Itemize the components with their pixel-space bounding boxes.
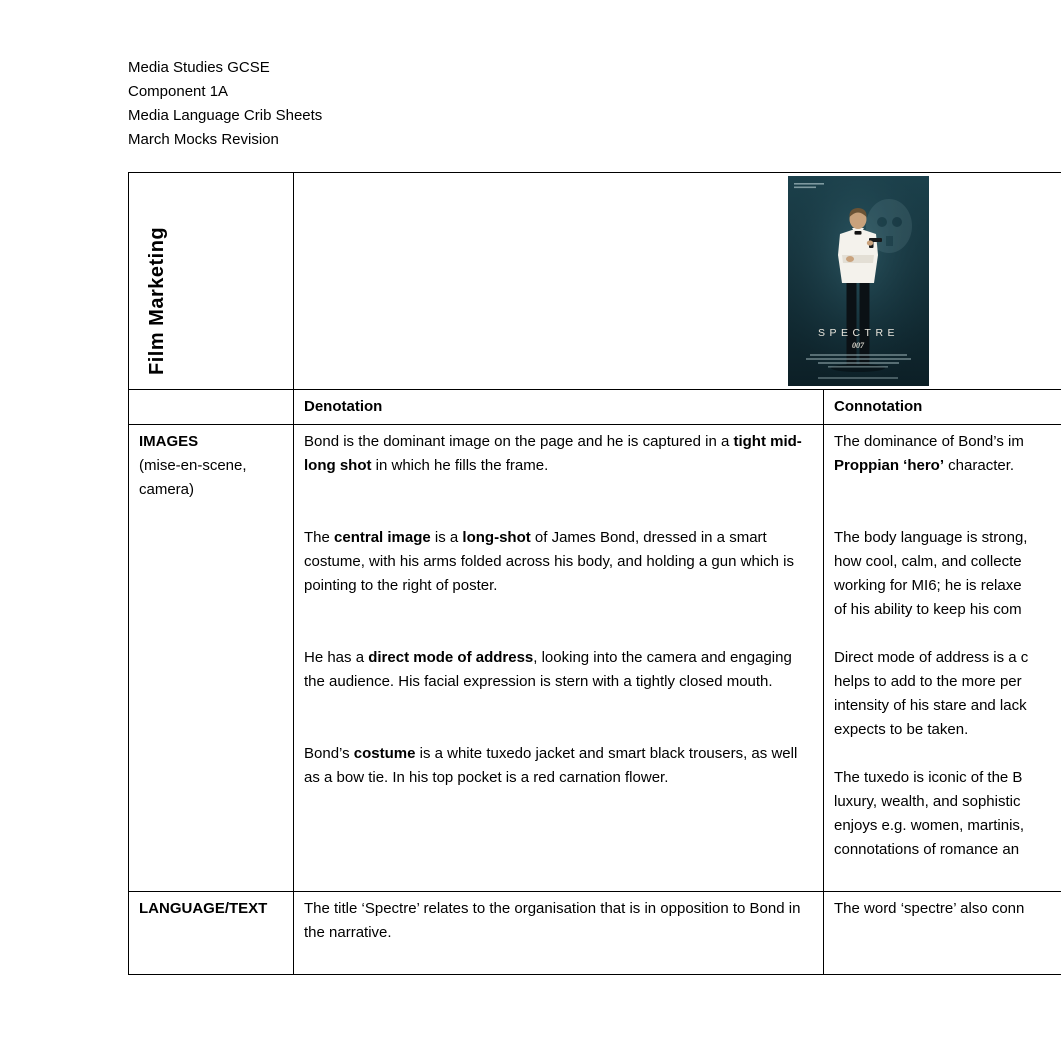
poster-bottom-line [818, 377, 898, 379]
column-header-denotation: Denotation [294, 390, 824, 425]
poster-title: SPECTRE [817, 327, 900, 339]
crib-sheet-table [128, 172, 1061, 975]
poster-cell [294, 173, 1061, 390]
row-label-images: IMAGES (mise-en-scene, camera) [129, 425, 294, 892]
document-header [128, 56, 322, 152]
row-label-language-text: LANGUAGE/TEXT [129, 892, 294, 975]
header-line: Media Language Crib Sheets [128, 107, 323, 124]
film-marketing-label: Film Marketing [146, 226, 168, 375]
images-connotation-cell: The dominance of Bond’s im Proppian ‘hero’ character. The body language is strong, how cool, calm, and collecte working for MI6; he is relaxe of his ability to keep his com Direct mode of address is a c helps to add to the more per intensity of his stare and lack expects to be taken. The tuxedo is iconic of the B luxury, wealth, and sophistic enjoys e.g. women, martinis, connotations of romance an [824, 425, 1061, 892]
column-header-connotation: Connotation [824, 390, 1061, 425]
figure-shadow [831, 364, 885, 372]
language-denotation-cell: The title ‘Spectre’ relates to the organisation that is in opposition to Bond in the narrative. [294, 892, 824, 975]
spectre-movie-poster [788, 176, 929, 386]
images-denotation-cell: Bond is the dominant image on the page and he is captured in a tight mid-long shot in which he fills the frame. The central image is a long-shot of James Bond, dressed in a smart costume, with his arms folded across his body, and holding a gun which is pointing to the right of poster. He has a direct mode of address, looking into the camera and engaging the audience. His facial expression is stern with a tightly closed mouth. Bond’s costume is a white tuxedo jacket and smart black trousers, as well as a bow tie. In his top pocket is a red carnation flower. [294, 425, 824, 892]
empty-header-cell [129, 390, 294, 425]
poster-007-logo: 007 [852, 341, 864, 350]
header-line: Media Studies GCSE [128, 59, 270, 76]
header-line: March Mocks Revision [128, 131, 279, 148]
language-connotation-cell: The word ‘spectre’ also conn [824, 892, 1061, 975]
header-line: Component 1A [128, 83, 229, 100]
film-marketing-label-cell [129, 173, 294, 390]
